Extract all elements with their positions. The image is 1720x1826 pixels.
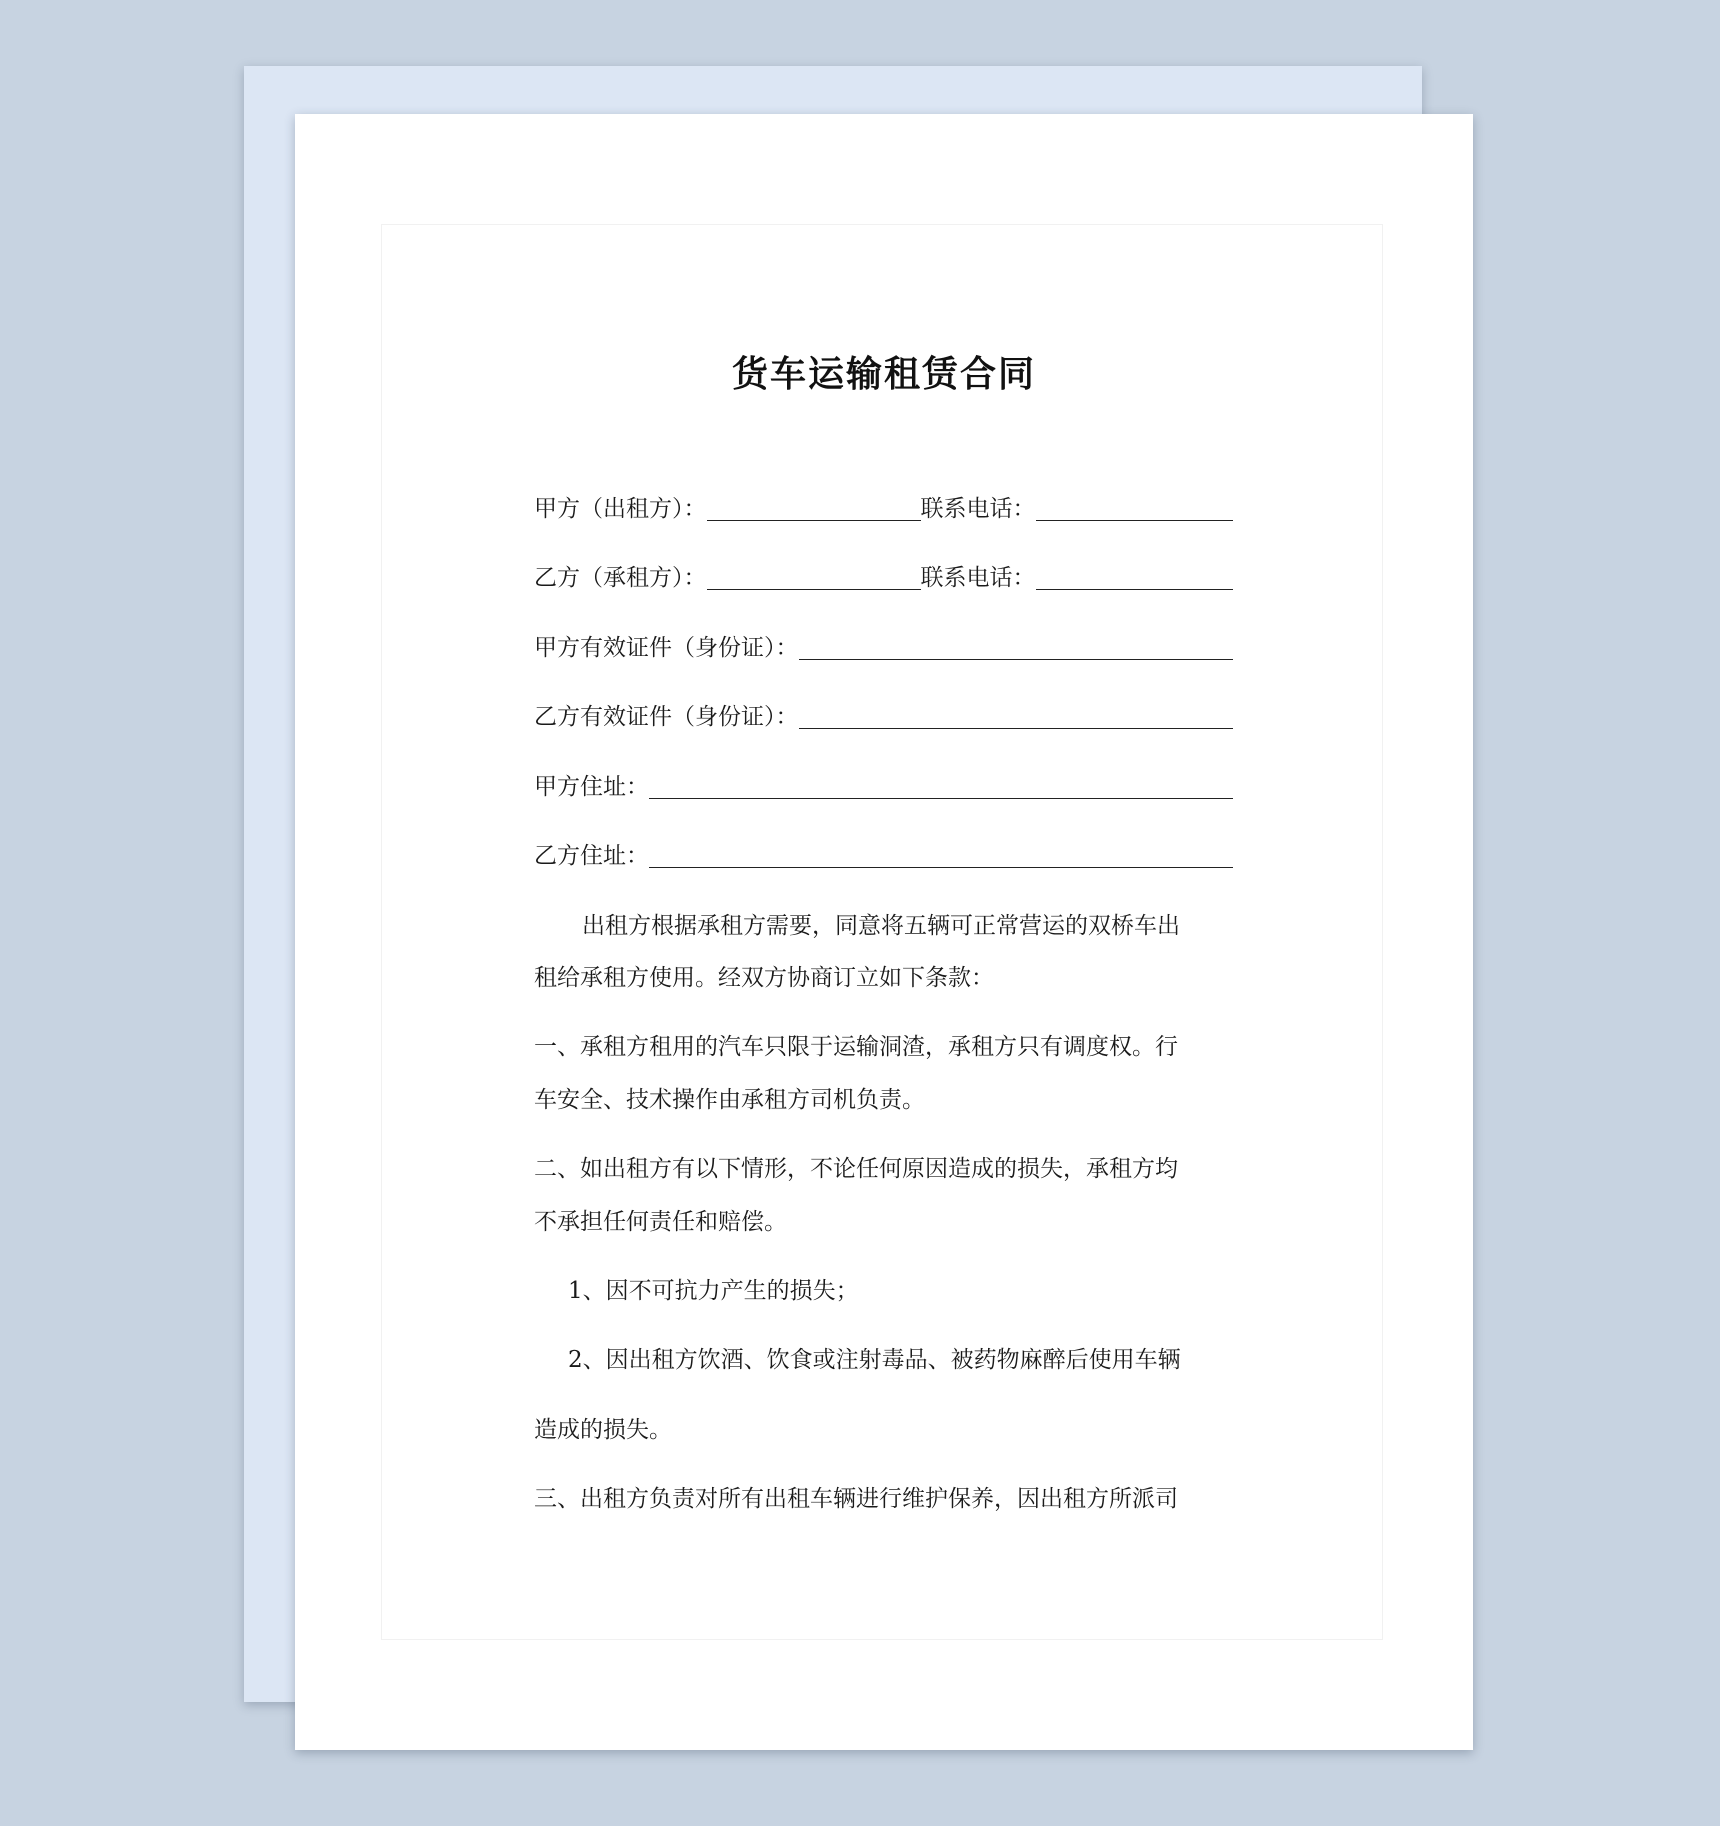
party-b-label: 乙方（承租方）： [534,565,707,591]
intro-paragraph-line-1: 出租方根据承租方需要，同意将五辆可正常营运的双桥车出 [582,913,1180,939]
party-a-id-row [534,637,1233,660]
clause-2-line-1: 二、如出租方有以下情形，不论任何原因造成的损失，承租方均 [534,1156,1178,1182]
party-a-name-blank[interactable] [707,498,921,521]
party-a-label: 甲方（出租方）： [534,496,707,522]
party-a-address-label: 甲方住址： [534,774,649,800]
party-a-address-blank[interactable] [649,776,1233,799]
contract-page [295,114,1473,1750]
party-a-phone-label: 联系电话： [920,496,1036,522]
clause-2-item-2-line-1: 2、因出租方饮酒、饮食或注射毒品、被药物麻醉后使用车辆 [568,1347,1181,1373]
clause-1-line-1: 一、承租方租用的汽车只限于运输洞渣，承租方只有调度权。行 [534,1034,1178,1060]
document-title: 货车运输租赁合同 [731,354,1036,395]
clause-2-item-1: 1、因不可抗力产生的损失； [568,1278,859,1304]
clause-3-line-1: 三、出租方负责对所有出租车辆进行维护保养，因出租方所派司 [534,1486,1178,1512]
party-b-phone-blank[interactable] [1036,567,1234,590]
clause-1-line-2: 车安全、技术操作由承租方司机负责。 [534,1087,925,1113]
party-b-row [534,567,1233,590]
party-b-phone-label: 联系电话： [920,565,1036,591]
party-a-id-label: 甲方有效证件（身份证）： [534,635,799,661]
party-b-address-row [534,845,1233,868]
clause-2-item-2-line-2: 造成的损失。 [534,1417,672,1443]
party-b-address-label: 乙方住址： [534,843,649,869]
party-a-phone-blank[interactable] [1036,498,1234,521]
party-a-address-row [534,776,1233,799]
party-b-id-blank[interactable] [799,706,1234,729]
party-b-address-blank[interactable] [649,845,1233,868]
party-b-name-blank[interactable] [707,567,921,590]
intro-paragraph-line-2: 租给承租方使用。经双方协商订立如下条款： [534,965,994,991]
clause-2-line-2: 不承担任何责任和赔偿。 [534,1209,787,1235]
party-a-row [534,498,1233,521]
party-b-id-label: 乙方有效证件（身份证）： [534,704,799,730]
party-b-id-row [534,706,1233,729]
party-a-id-blank[interactable] [799,637,1234,660]
